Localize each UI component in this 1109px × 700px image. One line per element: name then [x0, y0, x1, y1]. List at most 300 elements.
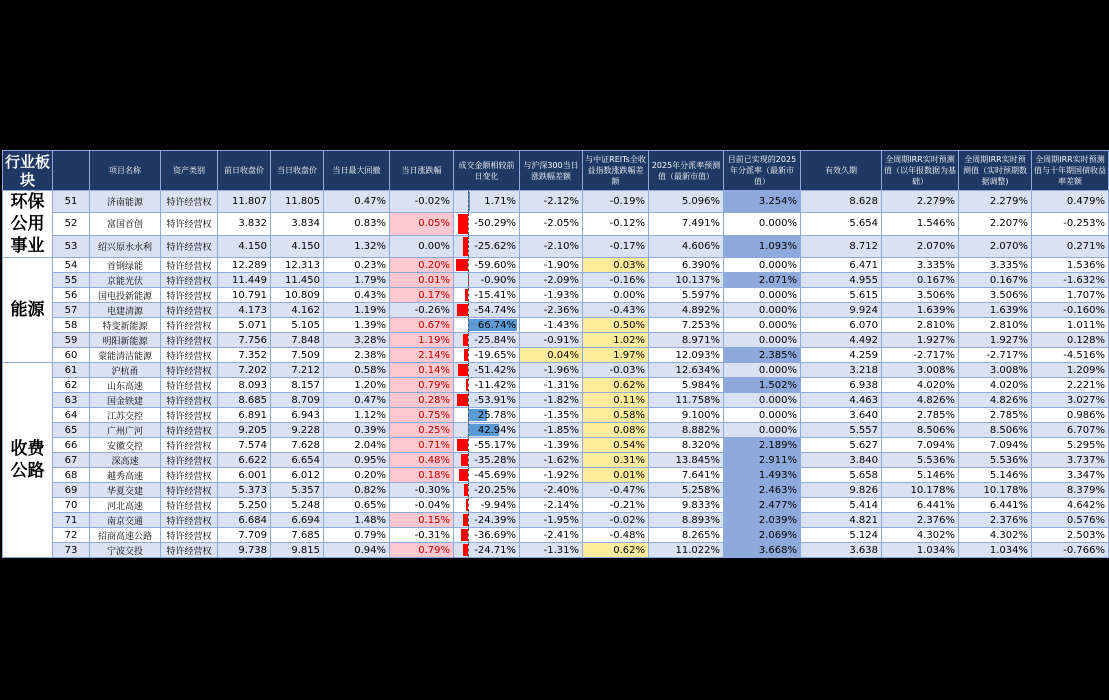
table-row: [3, 408, 1109, 423]
volume-change: [454, 513, 520, 528]
row-number: 70: [53, 498, 90, 513]
table-row: [3, 498, 1109, 513]
effective-duration: 5.627: [801, 438, 882, 453]
irr-realtime: 2.785%: [959, 408, 1032, 423]
prev-close: 11.449: [218, 273, 271, 288]
table-row: [3, 213, 1109, 235]
close-price: 7.685: [271, 528, 324, 543]
prev-close: 8.093: [218, 378, 271, 393]
asset-type: 特许经营权: [161, 348, 218, 363]
header-row: [3, 151, 1109, 191]
project-name: 河北高速: [90, 498, 161, 513]
irr-annual-report: 1.927%: [882, 333, 959, 348]
volume-change: [454, 288, 520, 303]
reits-data-table: [2, 150, 1109, 558]
volume-change: [454, 213, 520, 235]
effective-duration: 4.821: [801, 513, 882, 528]
project-name: 华夏交建: [90, 483, 161, 498]
yield-2025-realized: 2.911%: [724, 453, 801, 468]
yield-2025-realized: 1.493%: [724, 468, 801, 483]
asset-type: 特许经营权: [161, 543, 218, 558]
yield-2025-realized: 3.254%: [724, 191, 801, 213]
header-vs-reits-index: 与中证REITs全收益指数涨跌幅差额: [583, 151, 649, 191]
row-number: 73: [53, 543, 90, 558]
irr-realtime: 8.506%: [959, 423, 1032, 438]
irr-annual-report: 8.506%: [882, 423, 959, 438]
close-price: 8.157: [271, 378, 324, 393]
project-name: 富国首创: [90, 213, 161, 235]
row-number: 63: [53, 393, 90, 408]
project-name: 深高速: [90, 453, 161, 468]
irr-spread: -0.160%: [1032, 303, 1109, 318]
diff-vs-reits-index: 0.50%: [583, 318, 649, 333]
prev-close: 7.202: [218, 363, 271, 378]
irr-spread: 0.576%: [1032, 513, 1109, 528]
header-vs-hs300: 与沪深300当日涨跌幅差额: [520, 151, 583, 191]
close-price: 9.815: [271, 543, 324, 558]
header-duration: 有效久期: [801, 151, 882, 191]
volume-change: [454, 468, 520, 483]
diff-vs-hs300: -2.14%: [520, 498, 583, 513]
yield-2025-realized: 1.502%: [724, 378, 801, 393]
row-number: 67: [53, 453, 90, 468]
row-number: 53: [53, 235, 90, 257]
asset-type: 特许经营权: [161, 378, 218, 393]
asset-type: 特许经营权: [161, 333, 218, 348]
diff-vs-hs300: -2.41%: [520, 528, 583, 543]
asset-type: 特许经营权: [161, 363, 218, 378]
daily-change: 0.18%: [390, 468, 454, 483]
asset-type: 特许经营权: [161, 483, 218, 498]
irr-spread: -0.766%: [1032, 543, 1109, 558]
irr-realtime: 2.376%: [959, 513, 1032, 528]
irr-spread: 2.503%: [1032, 528, 1109, 543]
diff-vs-reits-index: -0.43%: [583, 303, 649, 318]
header-sector: 行业板块: [3, 151, 53, 191]
max-drawdown: 0.23%: [324, 258, 390, 273]
volume-change: [454, 363, 520, 378]
project-name: 电建清源: [90, 303, 161, 318]
yield-2025-forecast: 9.833%: [649, 498, 724, 513]
irr-annual-report: 6.441%: [882, 498, 959, 513]
irr-annual-report: 3.335%: [882, 258, 959, 273]
effective-duration: 4.955: [801, 273, 882, 288]
irr-spread: 2.221%: [1032, 378, 1109, 393]
irr-spread: 1.209%: [1032, 363, 1109, 378]
table-row: [3, 235, 1109, 257]
volume-change: [454, 453, 520, 468]
prev-close: 7.709: [218, 528, 271, 543]
irr-realtime: 2.070%: [959, 235, 1032, 257]
prev-close: 9.738: [218, 543, 271, 558]
irr-annual-report: 2.070%: [882, 235, 959, 257]
irr-annual-report: 1.034%: [882, 543, 959, 558]
sector-label: 环保公用事业: [3, 191, 53, 258]
effective-duration: 9.924: [801, 303, 882, 318]
diff-vs-hs300: -2.12%: [520, 191, 583, 213]
max-drawdown: 0.20%: [324, 468, 390, 483]
yield-2025-forecast: 5.258%: [649, 483, 724, 498]
volume-change: [454, 438, 520, 453]
volume-change: [454, 303, 520, 318]
table-row: [3, 348, 1109, 363]
header-irr-realtime: 全周期IRR实时预测值（实时预期数据调整): [959, 151, 1032, 191]
irr-annual-report: 5.146%: [882, 468, 959, 483]
diff-vs-reits-index: 0.08%: [583, 423, 649, 438]
table-row: [3, 393, 1109, 408]
close-price: 7.509: [271, 348, 324, 363]
diff-vs-hs300: -1.62%: [520, 453, 583, 468]
volume-change: [454, 498, 520, 513]
row-number: 59: [53, 333, 90, 348]
irr-spread: 5.295%: [1032, 438, 1109, 453]
max-drawdown: 1.39%: [324, 318, 390, 333]
asset-type: 特许经营权: [161, 393, 218, 408]
volume-change-value: -25.84%: [474, 334, 516, 346]
irr-realtime: 2.279%: [959, 191, 1032, 213]
asset-type: 特许经营权: [161, 318, 218, 333]
table-row: [3, 528, 1109, 543]
irr-spread: 1.536%: [1032, 258, 1109, 273]
daily-change: -0.31%: [390, 528, 454, 543]
diff-vs-reits-index: -0.16%: [583, 273, 649, 288]
table-row: [3, 423, 1109, 438]
diff-vs-reits-index: -0.47%: [583, 483, 649, 498]
yield-2025-forecast: 4.892%: [649, 303, 724, 318]
irr-realtime: 0.167%: [959, 273, 1032, 288]
yield-2025-realized: 0.000%: [724, 333, 801, 348]
daily-change: 0.00%: [390, 235, 454, 257]
irr-annual-report: 2.279%: [882, 191, 959, 213]
irr-spread: 3.027%: [1032, 393, 1109, 408]
yield-2025-realized: 0.000%: [724, 258, 801, 273]
yield-2025-realized: 0.000%: [724, 363, 801, 378]
irr-annual-report: 10.178%: [882, 483, 959, 498]
close-price: 6.694: [271, 513, 324, 528]
close-price: 6.012: [271, 468, 324, 483]
diff-vs-reits-index: 0.58%: [583, 408, 649, 423]
project-name: 绍兴原水水利: [90, 235, 161, 257]
close-price: 5.105: [271, 318, 324, 333]
irr-realtime: 3.506%: [959, 288, 1032, 303]
volume-change-value: -50.29%: [474, 218, 516, 230]
diff-vs-reits-index: 0.00%: [583, 288, 649, 303]
diff-vs-reits-index: -0.02%: [583, 513, 649, 528]
irr-spread: 1.011%: [1032, 318, 1109, 333]
close-price: 7.628: [271, 438, 324, 453]
irr-spread: 4.642%: [1032, 498, 1109, 513]
volume-change-value: 25.78%: [477, 409, 516, 421]
diff-vs-reits-index: -0.12%: [583, 213, 649, 235]
volume-change: [454, 235, 520, 257]
daily-change: 0.25%: [390, 423, 454, 438]
irr-realtime: 2.207%: [959, 213, 1032, 235]
header-irr-spread: 全周期IRR实时预测值与十年期国债收益率差额: [1032, 151, 1109, 191]
yield-2025-forecast: 7.253%: [649, 318, 724, 333]
max-drawdown: 2.04%: [324, 438, 390, 453]
diff-vs-hs300: -0.91%: [520, 333, 583, 348]
volume-change-value: -0.90%: [480, 274, 516, 286]
close-price: 11.805: [271, 191, 324, 213]
header-project-name: 项目名称: [90, 151, 161, 191]
volume-change: [454, 273, 520, 288]
volume-change-value: -24.71%: [474, 544, 516, 556]
diff-vs-reits-index: 0.31%: [583, 453, 649, 468]
daily-change: 0.14%: [390, 363, 454, 378]
row-number: 68: [53, 468, 90, 483]
daily-change: 0.71%: [390, 438, 454, 453]
irr-annual-report: 7.094%: [882, 438, 959, 453]
daily-change: 0.15%: [390, 513, 454, 528]
project-name: 国金铁建: [90, 393, 161, 408]
row-number: 62: [53, 378, 90, 393]
project-name: 南京交通: [90, 513, 161, 528]
prev-close: 11.807: [218, 191, 271, 213]
effective-duration: 5.124: [801, 528, 882, 543]
yield-2025-realized: 2.071%: [724, 273, 801, 288]
effective-duration: 4.259: [801, 348, 882, 363]
asset-type: 特许经营权: [161, 528, 218, 543]
diff-vs-reits-index: -0.17%: [583, 235, 649, 257]
diff-vs-hs300: -2.05%: [520, 213, 583, 235]
prev-close: 4.150: [218, 235, 271, 257]
irr-realtime: 3.335%: [959, 258, 1032, 273]
yield-2025-forecast: 8.971%: [649, 333, 724, 348]
yield-2025-realized: 3.668%: [724, 543, 801, 558]
max-drawdown: 0.83%: [324, 213, 390, 235]
max-drawdown: 0.79%: [324, 528, 390, 543]
yield-2025-realized: 0.000%: [724, 288, 801, 303]
irr-annual-report: 2.376%: [882, 513, 959, 528]
max-drawdown: 1.79%: [324, 273, 390, 288]
volume-change: [454, 543, 520, 558]
irr-spread: 0.479%: [1032, 191, 1109, 213]
volume-change: [454, 528, 520, 543]
irr-spread: 0.986%: [1032, 408, 1109, 423]
asset-type: 特许经营权: [161, 513, 218, 528]
irr-realtime: 4.302%: [959, 528, 1032, 543]
diff-vs-hs300: -1.43%: [520, 318, 583, 333]
table-row: [3, 513, 1109, 528]
row-number: 65: [53, 423, 90, 438]
diff-vs-reits-index: 0.11%: [583, 393, 649, 408]
table-row: [3, 333, 1109, 348]
yield-2025-realized: 0.000%: [724, 423, 801, 438]
effective-duration: 9.826: [801, 483, 882, 498]
diff-vs-hs300: -1.90%: [520, 258, 583, 273]
diff-vs-hs300: -2.10%: [520, 235, 583, 257]
max-drawdown: 0.47%: [324, 393, 390, 408]
sector-label: 能源: [3, 258, 53, 363]
daily-change: 2.14%: [390, 348, 454, 363]
project-name: 沪杭甬: [90, 363, 161, 378]
asset-type: 特许经营权: [161, 273, 218, 288]
yield-2025-forecast: 4.606%: [649, 235, 724, 257]
daily-change: 0.01%: [390, 273, 454, 288]
diff-vs-hs300: 0.04%: [520, 348, 583, 363]
diff-vs-reits-index: -0.03%: [583, 363, 649, 378]
irr-realtime: -2.717%: [959, 348, 1032, 363]
daily-change: 0.67%: [390, 318, 454, 333]
effective-duration: 8.712: [801, 235, 882, 257]
yield-2025-forecast: 11.758%: [649, 393, 724, 408]
table-row: [3, 363, 1109, 378]
effective-duration: 5.557: [801, 423, 882, 438]
diff-vs-hs300: -1.82%: [520, 393, 583, 408]
asset-type: 特许经营权: [161, 191, 218, 213]
daily-change: -0.02%: [390, 191, 454, 213]
yield-2025-forecast: 5.597%: [649, 288, 724, 303]
yield-2025-forecast: 12.634%: [649, 363, 724, 378]
asset-type: 特许经营权: [161, 288, 218, 303]
irr-spread: 0.128%: [1032, 333, 1109, 348]
irr-spread: 3.737%: [1032, 453, 1109, 468]
prev-close: 6.684: [218, 513, 271, 528]
max-drawdown: 0.94%: [324, 543, 390, 558]
header-yield-2025-forecast: 2025年分派率预测值（最新市值）: [649, 151, 724, 191]
project-name: 招商高速公路: [90, 528, 161, 543]
diff-vs-hs300: -1.85%: [520, 423, 583, 438]
close-price: 3.834: [271, 213, 324, 235]
table-row: [3, 273, 1109, 288]
effective-duration: 6.938: [801, 378, 882, 393]
irr-annual-report: 4.302%: [882, 528, 959, 543]
project-name: 宁波交投: [90, 543, 161, 558]
close-price: 5.248: [271, 498, 324, 513]
yield-2025-realized: 2.039%: [724, 513, 801, 528]
yield-2025-forecast: 5.984%: [649, 378, 724, 393]
diff-vs-hs300: -1.92%: [520, 468, 583, 483]
yield-2025-realized: 2.189%: [724, 438, 801, 453]
diff-vs-reits-index: -0.19%: [583, 191, 649, 213]
yield-2025-realized: 0.000%: [724, 303, 801, 318]
sector-label: 收费公路: [3, 363, 53, 558]
irr-annual-report: 4.826%: [882, 393, 959, 408]
row-number: 69: [53, 483, 90, 498]
yield-2025-realized: 0.000%: [724, 393, 801, 408]
row-number: 55: [53, 273, 90, 288]
header-asset-type: 资产类别: [161, 151, 218, 191]
volume-change: [454, 318, 520, 333]
daily-change: 0.28%: [390, 393, 454, 408]
daily-change: 0.05%: [390, 213, 454, 235]
yield-2025-realized: 2.385%: [724, 348, 801, 363]
diff-vs-hs300: -2.40%: [520, 483, 583, 498]
header-daily-change: 当日涨跌幅: [390, 151, 454, 191]
project-name: 越秀高速: [90, 468, 161, 483]
project-name: 广州广河: [90, 423, 161, 438]
daily-change: 0.79%: [390, 378, 454, 393]
yield-2025-forecast: 7.641%: [649, 468, 724, 483]
prev-close: 5.071: [218, 318, 271, 333]
effective-duration: 3.218: [801, 363, 882, 378]
max-drawdown: 0.95%: [324, 453, 390, 468]
yield-2025-forecast: 6.390%: [649, 258, 724, 273]
asset-type: 特许经营权: [161, 213, 218, 235]
table-row: [3, 258, 1109, 273]
diff-vs-reits-index: 0.62%: [583, 543, 649, 558]
max-drawdown: 0.39%: [324, 423, 390, 438]
diff-vs-hs300: -1.39%: [520, 438, 583, 453]
volume-change: [454, 378, 520, 393]
row-number: 54: [53, 258, 90, 273]
prev-close: 6.001: [218, 468, 271, 483]
table-row: [3, 468, 1109, 483]
volume-change-value: -11.42%: [474, 379, 516, 391]
diff-vs-reits-index: 1.97%: [583, 348, 649, 363]
header-close: 当日收盘价: [271, 151, 324, 191]
table-row: [3, 483, 1109, 498]
volume-change: [454, 408, 520, 423]
prev-close: 5.373: [218, 483, 271, 498]
volume-change-value: 66.74%: [477, 319, 516, 331]
effective-duration: 4.492: [801, 333, 882, 348]
diff-vs-reits-index: 0.62%: [583, 378, 649, 393]
table-row: [3, 543, 1109, 558]
asset-type: 特许经营权: [161, 423, 218, 438]
irr-spread: 3.347%: [1032, 468, 1109, 483]
diff-vs-reits-index: 0.01%: [583, 468, 649, 483]
header-volume-change: 成交金额相较前日变化: [454, 151, 520, 191]
close-price: 8.709: [271, 393, 324, 408]
close-price: 6.943: [271, 408, 324, 423]
volume-change-value: -20.25%: [474, 484, 516, 496]
volume-change-value: -19.65%: [474, 349, 516, 361]
volume-change: [454, 191, 520, 213]
effective-duration: 3.840: [801, 453, 882, 468]
daily-change: 0.75%: [390, 408, 454, 423]
effective-duration: 3.640: [801, 408, 882, 423]
asset-type: 特许经营权: [161, 258, 218, 273]
max-drawdown: 0.58%: [324, 363, 390, 378]
close-price: 11.450: [271, 273, 324, 288]
diff-vs-reits-index: -0.21%: [583, 498, 649, 513]
volume-change: [454, 348, 520, 363]
table-row: [3, 318, 1109, 333]
max-drawdown: 1.12%: [324, 408, 390, 423]
close-price: 4.150: [271, 235, 324, 257]
prev-close: 5.250: [218, 498, 271, 513]
volume-change-value: -35.28%: [474, 454, 516, 466]
project-name: 国电投新能源: [90, 288, 161, 303]
volume-change: [454, 258, 520, 273]
diff-vs-hs300: -1.96%: [520, 363, 583, 378]
prev-close: 10.791: [218, 288, 271, 303]
yield-2025-forecast: 7.491%: [649, 213, 724, 235]
row-number: 64: [53, 408, 90, 423]
prev-close: 7.756: [218, 333, 271, 348]
daily-change: -0.04%: [390, 498, 454, 513]
max-drawdown: 0.47%: [324, 191, 390, 213]
diff-vs-reits-index: 1.02%: [583, 333, 649, 348]
volume-change-value: -51.42%: [474, 364, 516, 376]
irr-annual-report: -2.717%: [882, 348, 959, 363]
max-drawdown: 1.20%: [324, 378, 390, 393]
irr-annual-report: 2.810%: [882, 318, 959, 333]
irr-annual-report: 4.020%: [882, 378, 959, 393]
diff-vs-hs300: -1.95%: [520, 513, 583, 528]
close-price: 12.313: [271, 258, 324, 273]
max-drawdown: 0.65%: [324, 498, 390, 513]
yield-2025-forecast: 9.100%: [649, 408, 724, 423]
volume-change-value: 42.94%: [477, 424, 516, 436]
irr-annual-report: 1.639%: [882, 303, 959, 318]
irr-realtime: 3.008%: [959, 363, 1032, 378]
diff-vs-reits-index: -0.48%: [583, 528, 649, 543]
yield-2025-forecast: 8.893%: [649, 513, 724, 528]
asset-type: 特许经营权: [161, 453, 218, 468]
diff-vs-hs300: -1.31%: [520, 378, 583, 393]
